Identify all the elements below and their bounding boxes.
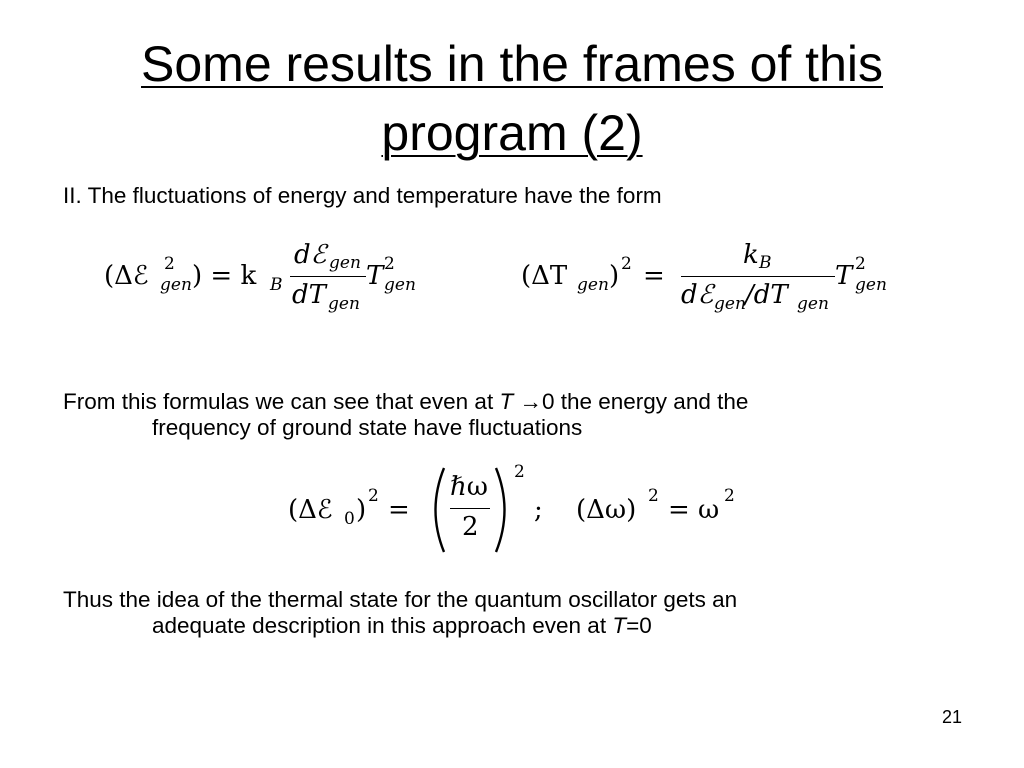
eq1-denominator-sub: gen	[328, 294, 360, 314]
eq2-denominator-a-sub: gen	[714, 294, 746, 314]
paragraph-thermal-state-line-2	[152, 613, 652, 639]
eq4-lhs: (Δω)	[576, 495, 637, 525]
eq3-right-paren	[492, 466, 516, 554]
slide-title-line-1: Some results in the frames of this	[141, 36, 883, 92]
eq1-T: T	[366, 261, 384, 291]
eq2-denominator-a: dℰ	[681, 280, 714, 310]
para3-after: =0	[626, 613, 652, 638]
eq3-fraction-bar	[450, 508, 490, 509]
eq2-fraction-bar	[681, 276, 835, 277]
eq3-sup: 2	[368, 486, 379, 506]
eq3-outer-sup: 2	[514, 462, 525, 482]
eq1-T-sub: gen	[384, 275, 416, 295]
eq1-T-sup: 2	[384, 254, 395, 274]
eq2-lhs-sub: gen	[577, 275, 609, 295]
slide-title-line-2: program (2)	[381, 105, 643, 161]
eq1-kb-sub: B	[270, 275, 283, 295]
eq2-T-sub: gen	[855, 275, 887, 295]
eq1-denominator: dT	[292, 280, 326, 310]
eq2-T-sup: 2	[855, 254, 866, 274]
para3-before-T: adequate description in this approach even at	[152, 613, 613, 638]
eq1-lhs-sub: gen	[160, 275, 192, 295]
eq2-denominator-b: /dT	[745, 280, 788, 310]
para2-T: T	[499, 389, 514, 414]
eq3-lhs-sub: 0	[344, 509, 355, 529]
para2-after: the energy and the	[560, 389, 749, 414]
eq2-denominator-b-sub: gen	[797, 294, 829, 314]
page-number: 21	[941, 707, 962, 727]
paragraph-fluctuations-intro: II. The fluctuations of energy and temperature have the form	[63, 183, 662, 208]
eq3-left-paren	[424, 466, 448, 554]
eq1-lhs-sup: 2	[164, 254, 175, 274]
eq2-numerator: k	[743, 240, 759, 270]
paragraph-zero-temperature-line-2: frequency of ground state have fluctuations	[152, 415, 583, 440]
para2-arrow: →0	[513, 389, 561, 414]
eq3-lhs: (Δℰ	[288, 495, 333, 525]
eq3-denominator: 2	[462, 512, 479, 542]
eq2-lhs: (ΔT	[521, 261, 568, 291]
eq3-numerator: ℏω	[450, 472, 488, 502]
paragraph-thermal-state: Thus the idea of the thermal state for the quantum oscillator gets an	[63, 587, 738, 612]
eq1-numerator-sub: gen	[329, 253, 361, 273]
eq2-numerator-sub: B	[759, 253, 772, 273]
eq1-lhs: (Δℰ	[104, 261, 149, 291]
eq4-rhs: = ω	[668, 495, 720, 525]
eq2-close: )	[609, 261, 620, 291]
formula-ground-state-fluctuations	[288, 462, 748, 557]
para2-before-T: From this formulas we can see that even at	[63, 389, 500, 414]
eq1-numerator: dℰ	[294, 240, 327, 270]
eq1-lhs-close: ) = k	[192, 261, 257, 291]
eq3-close: )	[356, 495, 367, 525]
eq2-T: T	[835, 261, 853, 291]
eq4-rhs-sup: 2	[724, 486, 735, 506]
eq4-sup: 2	[648, 486, 659, 506]
eq2-sup: 2	[621, 254, 632, 274]
eq3-semicolon: ;	[534, 495, 543, 525]
eq2-equals: =	[643, 261, 665, 291]
formula-temperature-fluctuation	[521, 240, 901, 320]
eq3-equals: =	[388, 495, 410, 525]
formula-energy-fluctuation	[104, 240, 434, 320]
para3-T: T	[612, 613, 627, 638]
paragraph-zero-temperature	[63, 389, 748, 415]
eq1-fraction-bar	[290, 276, 366, 277]
